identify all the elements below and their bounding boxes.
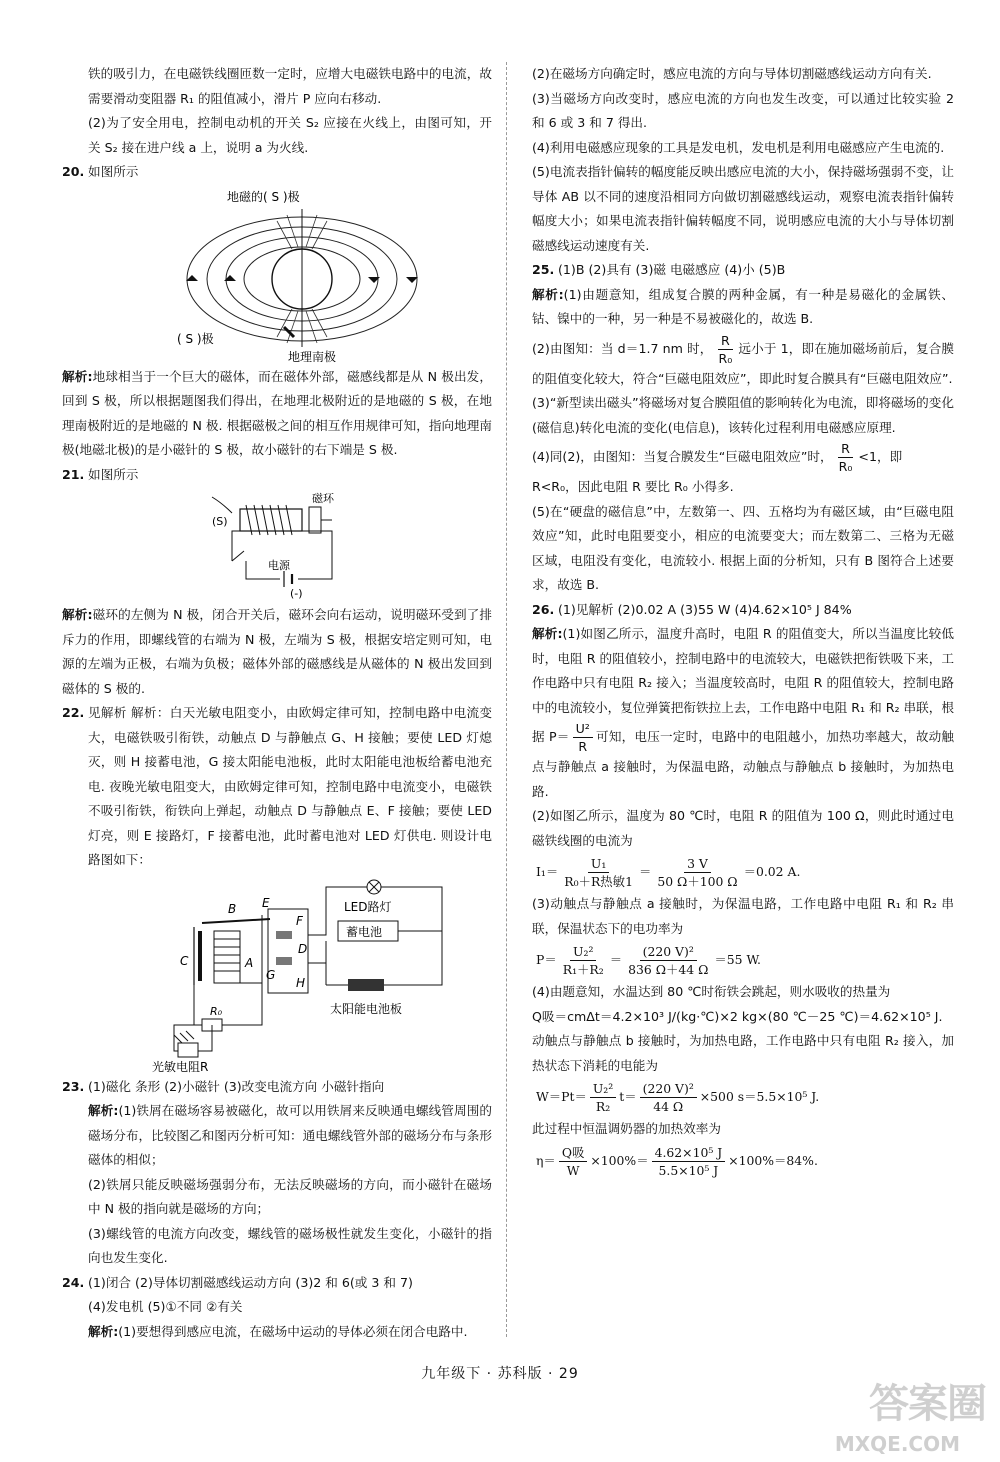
- question-head: (1)磁化 条形 (2)小磁针 (3)改变电流方向 小磁针指向: [88, 1078, 385, 1094]
- label-h: H: [296, 975, 306, 990]
- question-head: 如图所示: [88, 164, 139, 179]
- formula-result: ＝0.02 A.: [743, 864, 801, 880]
- denominator: 836 Ω＋44 Ω: [628, 962, 709, 977]
- bottom-label: 地理南极: [288, 349, 337, 363]
- equals: ＝: [638, 864, 652, 880]
- r0-label: R₀: [210, 1004, 223, 1018]
- numerator: (220 V)²: [640, 943, 697, 961]
- formula-result: ＝55 W.: [714, 952, 761, 968]
- right-column: [532, 62, 954, 1181]
- paragraph: (5)电流表指针偏转的幅度能反映出感应电流的大小，保持磁场强弱不变，让导体 AB 以不同的速度沿相同方向做切割磁感线运动，观察电流表指针偏转幅度大小；如果电流表指针偏转幅度不同，说明感应电流的大小与导体切割磁感线运动速度有关.: [532, 164, 954, 253]
- paragraph: (4)利用电磁感应现象的工具是发电机，发电机是利用电磁感应产生电流的.: [532, 139, 945, 155]
- compass-needle: [284, 327, 294, 337]
- denominator: R₁＋R₂: [562, 962, 604, 977]
- analysis-text: 磁环的左侧为 N 极，闭合开关后，磁环会向右运动，说明磁环受到了排斥力的作用，即螺线管的右端为 N 极，左端为 S 极，根据安培定则可知，电源的左端为正极，右端为负极；磁体外部的磁感线是从磁体的 N 极出发回到磁体的 S 极的.: [62, 607, 492, 696]
- label-g: G: [266, 967, 276, 982]
- question-24: [62, 1271, 492, 1296]
- paragraph: (2)在磁场方向确定时，感应电流的方向与导体切割磁感线运动方向有关.: [532, 66, 932, 81]
- numerator: R: [718, 332, 733, 350]
- question-number: 22.: [62, 705, 85, 720]
- solar-panel: [348, 979, 384, 991]
- formula-energy: [532, 1080, 954, 1115]
- left-pole-label: ( S )极: [177, 331, 214, 346]
- analysis-text: (3)动触点与静触点 a 接触时，为保温电路，工作电路中电阻 R₁ 和 R₂ 串联，保温状态下的电功率为: [532, 896, 954, 936]
- formula-result: ×100%＝84%.: [728, 1152, 818, 1168]
- analysis-text: 地球相当于一个巨大的磁体，而在磁体外部，磁感线都是从 N 极出发，回到 S 极，所以根据题图我们得出，在地理北极附近的是地磁的 S 极，在地理南极附近的是地磁的 N 极. 根据磁极之间的相互作用规律可知，指向地理南极(地磁北极)的是小磁针的 S 极，故小磁针的右下端是 S 极.: [62, 368, 492, 457]
- analysis-text: 动触点与静触点 b 接触时，为加热电路，工作电路中只有电阻 R₂ 接入，加热状态下消耗的电能为: [532, 1033, 954, 1073]
- led-circuit-figure: [62, 875, 492, 1073]
- analysis-text: (3)螺线管的电流方向改变，螺线管的磁场极性就发生变化，小磁针的指向也发生变化.: [88, 1225, 492, 1265]
- armature: [202, 919, 270, 923]
- question-head: (1)见解析 (2)0.02 A (3)55 W (4)4.62×10⁵ J 84%: [558, 601, 852, 617]
- magnet-ring: [309, 507, 321, 533]
- denominator: R₀: [718, 350, 733, 366]
- formula-efficiency: [532, 1144, 954, 1179]
- analysis: [532, 622, 954, 804]
- question-25: [532, 258, 954, 283]
- question-23: [62, 1075, 492, 1100]
- formula-lhs: η＝: [536, 1152, 556, 1168]
- solar-label: 太阳能电池板: [330, 1001, 403, 1016]
- paragraph: (2)为了安全用电，控制电动机的开关 S₂ 应接在火线上，由图可知，开关 S₂ 接在进户线 a 上，说明 a 为火线.: [88, 115, 492, 155]
- label-d: D: [298, 941, 308, 956]
- top-pole-label: 地磁的( S )极: [227, 189, 300, 204]
- wire: [232, 531, 240, 561]
- contact: [276, 957, 292, 965]
- analysis: [62, 1320, 492, 1345]
- wire: [212, 497, 232, 513]
- question-number: 26.: [532, 601, 555, 617]
- formula-current: [532, 855, 954, 890]
- formula-lhs: W＝Pt＝: [536, 1089, 587, 1105]
- earth-field-svg: [62, 187, 492, 363]
- text-run: <1，即: [858, 449, 903, 464]
- question-26: [532, 598, 954, 623]
- question-number: 24.: [62, 1274, 85, 1290]
- switch: [232, 551, 244, 561]
- fraction: [715, 332, 735, 367]
- analysis: [532, 283, 954, 332]
- text-run: (4)同(2)，由图知：当复合膜发生“巨磁电阻效应”时，: [532, 449, 833, 464]
- label-f: F: [296, 913, 303, 928]
- fraction: [625, 943, 711, 978]
- analysis-text: R<R₀，因此电阻 R 要比 R₀ 小得多.: [532, 479, 734, 494]
- analysis-label: 解析:: [62, 368, 93, 384]
- analysis-label: 解析:: [88, 1103, 119, 1118]
- text-run: t＝: [619, 1089, 637, 1105]
- denominator: R₀: [838, 459, 853, 474]
- denominator: R₀＋R热敏1: [564, 874, 633, 889]
- question-head: (1)闭合 (2)导体切割磁感线运动方向 (3)2 和 6(或 3 和 7): [88, 1274, 413, 1290]
- denominator: 44 Ω: [653, 1099, 684, 1114]
- ldr-label: 光敏电阻R: [152, 1059, 209, 1073]
- fraction: [640, 1080, 697, 1115]
- left-column: [62, 62, 492, 1344]
- question-head: 如图所示: [88, 466, 139, 482]
- analysis: [62, 603, 492, 701]
- numerator: Q吸: [559, 1144, 588, 1162]
- text-run: 可知，电压一定时，电路中的电阻越小，加热功率越大，故动触点与静触点 a 接触时，为保温电路，动触点与静触点 b 接触时，为加热电路.: [532, 729, 954, 799]
- paragraph: (3)当磁场方向改变时，感应电流的方向也发生改变，可以通过比较实验 2 和 6 或 3 和 7 得出.: [532, 90, 954, 130]
- equals: ＝: [609, 952, 623, 968]
- question-head: (1)B (2)具有 (3)磁 电磁感应 (4)小 (5)B: [558, 262, 786, 277]
- analysis: [62, 365, 492, 463]
- numerator: U₁: [588, 855, 609, 873]
- analysis-text: (1)铁屑在磁场容易被磁化，故可以用铁屑来反映通电螺线管周围的磁场分布，比较图乙和图丙分析可知：通电螺线管外部的磁场分布与条形磁体的相似；: [88, 1103, 492, 1167]
- formula-lhs: I₁＝: [536, 864, 559, 880]
- wire: [298, 531, 332, 579]
- fraction: [561, 855, 636, 890]
- analysis-label: 解析:: [532, 286, 564, 302]
- numerator: 3 V: [684, 855, 711, 873]
- solenoid-figure: [62, 489, 492, 601]
- analysis: [62, 1099, 492, 1173]
- numerator: (220 V)²: [640, 1080, 697, 1098]
- led-label: LED路灯: [344, 899, 392, 914]
- paragraph: 铁的吸引力，在电磁铁线圈匝数一定时，应增大电磁铁电路中的电流，故需要滑动变阻器 R₁ 的阻值减小，滑片 P 应向右移动.: [88, 66, 492, 106]
- power-label: 电源: [268, 559, 290, 572]
- page-footer: 九年级下 · 苏科版 · 29: [421, 1366, 579, 1382]
- ring-label: 磁环: [312, 492, 334, 505]
- analysis-text: (5)在“硬盘的磁信息”中，左数第一、四、五格均为有磁区域，由“巨磁电阻效应”知，此时电阻要变小，相应的电流要变大；而左数第二、三格为无磁区域，电阻没有变化，电流较小. 根据上面的分析知，只有 B 图符合上述要求，故选 B.: [532, 503, 954, 592]
- text-run: ×100%＝: [590, 1152, 649, 1168]
- formula-result: ×500 s＝5.5×10⁵ J.: [699, 1089, 820, 1105]
- denominator: 50 Ω＋100 Ω: [657, 874, 738, 889]
- formula-power: [532, 943, 954, 978]
- question-21: [62, 463, 492, 488]
- text-run: 远小于 1，即在施加磁场前后，复合膜的阻值变化较大，符合“巨磁电阻效应”，即此时复合膜具有“巨磁电阻效应”.: [532, 340, 954, 386]
- fraction: [652, 1144, 726, 1179]
- label-b: B: [228, 901, 237, 916]
- column-divider: [506, 62, 507, 1337]
- formula-heat: Q吸＝cmΔt＝4.2×10³ J/(kg·℃)×2 kg×(80 ℃－25 ℃)＝4.62×10⁵ J.: [532, 1008, 943, 1024]
- denominator: R₂: [595, 1099, 611, 1114]
- numerator: U²: [573, 720, 593, 738]
- question-number: 23.: [62, 1078, 85, 1094]
- analysis-text: (3)“新型读出磁头”将磁场对复合膜阻值的影响转化为电流，即将磁场的变化(磁信息)转化电流的变化(电信息)，该转化过程利用电磁感应原理.: [532, 395, 954, 435]
- numerator: R: [838, 440, 853, 458]
- arrow-icon: [186, 275, 198, 281]
- earth-magnetic-field-figure: [62, 187, 492, 363]
- analysis-text: (1)由题意知，组成复合膜的两种金属，有一种是易磁化的金属铁、钴、镍中的一种，另一种是不易被磁化的，故选 B.: [532, 286, 954, 326]
- fraction: [654, 855, 740, 890]
- analysis-label: 解析:: [532, 626, 563, 641]
- contact: [276, 931, 292, 939]
- analysis-text: (2)铁屑只能反映磁场强弱分布，无法反映磁场的方向，而小磁针在磁场中 N 极的指向就是磁场的方向；: [88, 1176, 492, 1216]
- solenoid-svg: [62, 489, 492, 601]
- question-number: 25.: [532, 262, 555, 277]
- fraction: [590, 1080, 616, 1115]
- arrow-icon: [406, 277, 418, 283]
- fraction: [836, 440, 856, 475]
- photoresistor: [178, 1043, 198, 1057]
- analysis-text: (1)要想得到感应电流，在磁场中运动的导体必须在闭合电路中.: [118, 1323, 468, 1339]
- denominator: R: [578, 739, 588, 754]
- core-plate: [198, 931, 202, 981]
- watermark-logo: 答案圈: [869, 1381, 986, 1427]
- question-number: 20.: [62, 164, 85, 179]
- question-text: 见解析 解析：白天光敏电阻变小，由欧姆定律可知，控制电路中电流变大，电磁铁吸引衔铁，动触点 D 与静触点 G、H 接触；要使 LED 灯熄灭，则 H 接蓄电池，G 接太阳能电池板，此时太阳能电池板给蓄电池充电. 夜晚光敏电阻变大，由欧姆定律可知，控制电路中电流变小，电磁铁不吸引衔铁，衔铁向上弹起，动触点 D 与静触点 E、F 接触；要使 LED 灯亮，则 E 接路灯，F 接蓄电池，此时蓄电池对 LED 灯供电. 则设计电路图如下：: [88, 705, 492, 867]
- analysis-label: 解析:: [88, 1323, 119, 1339]
- question-number: 21.: [62, 466, 85, 482]
- denominator: W: [566, 1162, 580, 1178]
- text-run: (2)由图知：当 d＝1.7 nm 时，: [532, 340, 713, 356]
- label-c: C: [180, 953, 189, 968]
- formula-lhs: P＝: [536, 952, 557, 968]
- analysis-text: (2)如图乙所示，温度为 80 ℃时，电阻 R 的阻值为 100 Ω，则此时通过电磁铁线圈的电流为: [532, 808, 954, 848]
- analysis-text: 此过程中恒温调奶器的加热效率为: [532, 1121, 721, 1136]
- analysis-text: [532, 332, 954, 392]
- s-label: (S): [212, 515, 228, 528]
- numerator: U₂²: [590, 1080, 616, 1098]
- question-20: [62, 160, 492, 185]
- label-e: E: [262, 895, 270, 910]
- question-head: (4)发电机 (5)①不同 ②有关: [88, 1299, 243, 1314]
- analysis-text: (1)如图乙所示，温度升高时，电阻 R 的阻值变大，所以当温度比较低时，电阻 R 的阻值较小，控制电路中的电流较大，电磁铁把衔铁吸下来，工作电路中只有电阻 R₂ 接入；当温度较高时，电阻 R 的阻值较大，控制电路中的电流较小，复位弹簧把衔铁拉上去，工作电路中电阻 R₁ 和 R₂ 串联，根据 P＝: [532, 626, 954, 744]
- analysis-text: [532, 440, 954, 475]
- fraction: [560, 943, 607, 978]
- fraction: [559, 1144, 588, 1179]
- watermark-url: MXQE.COM: [834, 1432, 960, 1456]
- denominator: 5.5×10⁵ J: [658, 1162, 719, 1178]
- label-a: A: [245, 955, 254, 970]
- fraction: [573, 720, 593, 755]
- minus-label: (-): [290, 587, 303, 600]
- battery-label: 蓄电池: [346, 924, 383, 939]
- question-22: [62, 701, 492, 873]
- analysis-text: (4)由题意知，水温达到 80 ℃时衔铁会跳起，则水吸收的热量为: [532, 984, 891, 999]
- led-circuit-svg: [62, 875, 492, 1073]
- numerator: 4.62×10⁵ J: [652, 1144, 726, 1162]
- analysis-label: 解析:: [62, 607, 93, 622]
- numerator: U₂²: [570, 943, 596, 961]
